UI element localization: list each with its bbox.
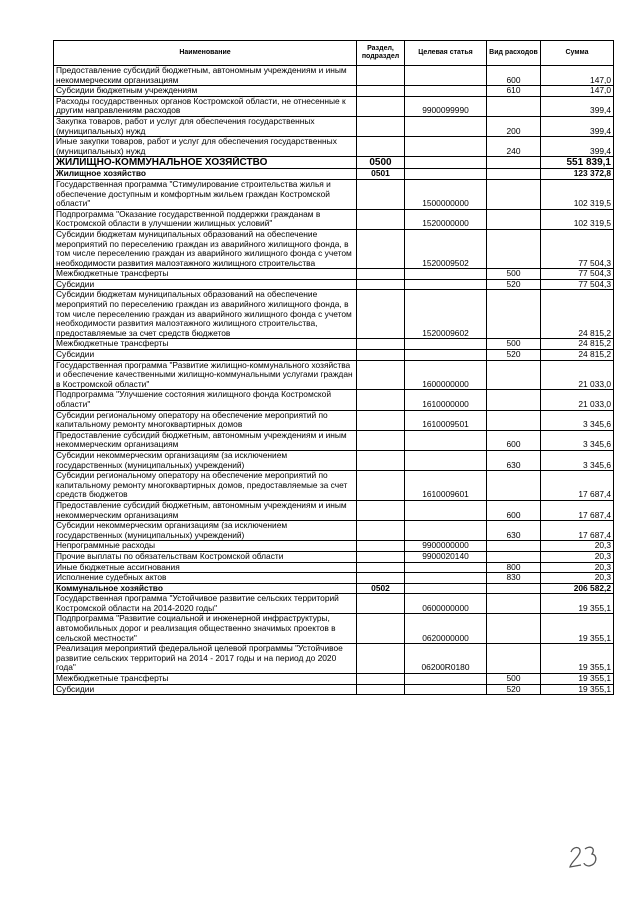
cell-section bbox=[357, 551, 405, 562]
cell-amount: 19 355,1 bbox=[541, 614, 614, 644]
cell-section bbox=[357, 290, 405, 339]
cell-amount: 20,3 bbox=[541, 562, 614, 573]
table-row bbox=[54, 279, 614, 290]
cell-name: Субсидии bbox=[54, 684, 357, 695]
cell-type bbox=[487, 96, 541, 116]
cell-name: Закупка товаров, работ и услуг для обеспечения государственных (муниципальных) нужд bbox=[54, 116, 357, 136]
cell-amount: 24 815,2 bbox=[541, 339, 614, 350]
cell-article bbox=[405, 583, 487, 594]
cell-amount: 19 355,1 bbox=[541, 684, 614, 695]
cell-amount: 20,3 bbox=[541, 551, 614, 562]
cell-section bbox=[357, 594, 405, 614]
table-body bbox=[54, 66, 614, 695]
cell-section bbox=[357, 360, 405, 390]
cell-amount: 3 345,6 bbox=[541, 450, 614, 470]
table-row bbox=[54, 137, 614, 157]
cell-article bbox=[405, 86, 487, 97]
cell-name: Государственная программа "Устойчивое развитие сельских территорий Костромской области на 2014-2020 годы" bbox=[54, 594, 357, 614]
header-amount: Сумма bbox=[541, 41, 614, 66]
table-row bbox=[54, 430, 614, 450]
cell-name: Подпрограмма "Развитие социальной и инженерной инфраструктуры, автомобильных дорог и реализация общественно значимых проектов в сельской местности" bbox=[54, 614, 357, 644]
cell-name: Непрограммные расходы bbox=[54, 541, 357, 552]
cell-article bbox=[405, 169, 487, 180]
cell-amount: 147,0 bbox=[541, 66, 614, 86]
cell-section bbox=[357, 521, 405, 541]
cell-type: 520 bbox=[487, 350, 541, 361]
cell-section bbox=[357, 86, 405, 97]
cell-section bbox=[357, 430, 405, 450]
cell-article bbox=[405, 116, 487, 136]
cell-type bbox=[487, 229, 541, 268]
cell-type: 600 bbox=[487, 66, 541, 86]
cell-type bbox=[487, 583, 541, 594]
cell-name: Субсидии бюджетам муниципальных образований на обеспечение мероприятий по переселению граждан из аварийного жилищного фонда, в том числе переселению граждан из аварийного жилищного фонда с учетом необходимости развития малоэтажного жилищного строительства bbox=[54, 229, 357, 268]
table-row bbox=[54, 179, 614, 209]
cell-amount: 17 687,4 bbox=[541, 471, 614, 501]
cell-type bbox=[487, 390, 541, 410]
cell-type: 600 bbox=[487, 430, 541, 450]
cell-name: Подпрограмма "Оказание государственной поддержки гражданам в Костромской области в улучшении жилищных условий" bbox=[54, 209, 357, 229]
cell-section bbox=[357, 541, 405, 552]
cell-section bbox=[357, 644, 405, 674]
cell-type bbox=[487, 594, 541, 614]
cell-name: Коммунальное хозяйство bbox=[54, 583, 357, 594]
cell-section bbox=[357, 137, 405, 157]
cell-type: 520 bbox=[487, 279, 541, 290]
cell-type: 630 bbox=[487, 450, 541, 470]
cell-type: 500 bbox=[487, 674, 541, 685]
cell-amount: 24 815,2 bbox=[541, 350, 614, 361]
cell-name: Субсидии региональному оператору на обеспечение мероприятий по капитальному ремонту многоквартирных домов bbox=[54, 410, 357, 430]
cell-article bbox=[405, 684, 487, 695]
cell-name: Государственная программа "Стимулирование строительства жилья и обеспечение доступным и комфортным жильем граждан Костромской области" bbox=[54, 179, 357, 209]
cell-name: Реализация мероприятий федеральной целевой программы "Устойчивое развитие сельских территорий на 2014 - 2017 годы и на период до 2020 года" bbox=[54, 644, 357, 674]
cell-name: Предоставление субсидий бюджетным, автономным учреждениям и иным некоммерческим организациям bbox=[54, 500, 357, 520]
cell-article bbox=[405, 450, 487, 470]
cell-article bbox=[405, 269, 487, 280]
cell-section bbox=[357, 450, 405, 470]
table-row bbox=[54, 684, 614, 695]
cell-amount: 21 033,0 bbox=[541, 390, 614, 410]
cell-section: 0501 bbox=[357, 169, 405, 180]
cell-section: 0500 bbox=[357, 157, 405, 169]
cell-name: Иные бюджетные ассигнования bbox=[54, 562, 357, 573]
cell-amount: 24 815,2 bbox=[541, 290, 614, 339]
cell-amount: 21 033,0 bbox=[541, 360, 614, 390]
cell-article bbox=[405, 562, 487, 573]
header-type: Вид расходов bbox=[487, 41, 541, 66]
table-row bbox=[54, 169, 614, 180]
cell-article: 9900099990 bbox=[405, 96, 487, 116]
cell-type bbox=[487, 157, 541, 169]
cell-amount: 19 355,1 bbox=[541, 674, 614, 685]
cell-type: 800 bbox=[487, 562, 541, 573]
cell-article bbox=[405, 521, 487, 541]
cell-type bbox=[487, 290, 541, 339]
cell-type: 600 bbox=[487, 500, 541, 520]
cell-article bbox=[405, 500, 487, 520]
header-section: Раздел, подраздел bbox=[357, 41, 405, 66]
table-row bbox=[54, 541, 614, 552]
cell-name: Субсидии некоммерческим организациям (за исключением государственных (муниципальных) учреждений) bbox=[54, 521, 357, 541]
cell-article bbox=[405, 66, 487, 86]
cell-type bbox=[487, 471, 541, 501]
cell-name: Межбюджетные трансферты bbox=[54, 269, 357, 280]
table-row bbox=[54, 157, 614, 169]
cell-section bbox=[357, 500, 405, 520]
cell-article: 1610000000 bbox=[405, 390, 487, 410]
cell-article bbox=[405, 339, 487, 350]
budget-table bbox=[53, 40, 614, 695]
cell-type: 500 bbox=[487, 269, 541, 280]
cell-article: 1500000000 bbox=[405, 179, 487, 209]
table-row bbox=[54, 116, 614, 136]
cell-name: Иные закупки товаров, работ и услуг для обеспечения государственных (муниципальных) нужд bbox=[54, 137, 357, 157]
cell-type: 610 bbox=[487, 86, 541, 97]
table-row bbox=[54, 450, 614, 470]
table-row bbox=[54, 521, 614, 541]
handwritten-page-number bbox=[565, 843, 605, 871]
table-row bbox=[54, 209, 614, 229]
cell-section bbox=[357, 562, 405, 573]
cell-amount: 399,4 bbox=[541, 116, 614, 136]
cell-name: Предоставление субсидий бюджетным, автономным учреждениям и иным некоммерческим организациям bbox=[54, 66, 357, 86]
cell-amount: 102 319,5 bbox=[541, 179, 614, 209]
cell-amount: 20,3 bbox=[541, 573, 614, 584]
cell-article bbox=[405, 157, 487, 169]
cell-name: Исполнение судебных актов bbox=[54, 573, 357, 584]
cell-name: Прочие выплаты по обязательствам Костромской области bbox=[54, 551, 357, 562]
cell-name: Подпрограмма "Улучшение состояния жилищного фонда Костромской области" bbox=[54, 390, 357, 410]
cell-name: Государственная программа "Развитие жилищно-коммунального хозяйства и обеспечение качественными жилищно-коммунальными услугами граждан в Костромской области" bbox=[54, 360, 357, 390]
cell-type bbox=[487, 541, 541, 552]
cell-amount: 77 504,3 bbox=[541, 269, 614, 280]
cell-type: 630 bbox=[487, 521, 541, 541]
cell-type bbox=[487, 410, 541, 430]
cell-type bbox=[487, 614, 541, 644]
header-name: Наименование bbox=[54, 41, 357, 66]
table-row bbox=[54, 583, 614, 594]
table-row bbox=[54, 674, 614, 685]
cell-article: 0620000000 bbox=[405, 614, 487, 644]
cell-article: 1520000000 bbox=[405, 209, 487, 229]
cell-amount: 399,4 bbox=[541, 96, 614, 116]
cell-name: Расходы государственных органов Костромской области, не отнесенные к другим направлениям расходов bbox=[54, 96, 357, 116]
cell-amount: 102 319,5 bbox=[541, 209, 614, 229]
cell-section: 0502 bbox=[357, 583, 405, 594]
table-row bbox=[54, 644, 614, 674]
cell-name: Межбюджетные трансферты bbox=[54, 674, 357, 685]
cell-article bbox=[405, 430, 487, 450]
cell-amount: 3 345,6 bbox=[541, 430, 614, 450]
cell-name: Субсидии бюджетным учреждениям bbox=[54, 86, 357, 97]
cell-article: 9900000000 bbox=[405, 541, 487, 552]
cell-section bbox=[357, 96, 405, 116]
cell-article: 1520009502 bbox=[405, 229, 487, 268]
cell-name: ЖИЛИЩНО-КОММУНАЛЬНОЕ ХОЗЯЙСТВО bbox=[54, 157, 357, 169]
cell-section bbox=[357, 350, 405, 361]
table-row bbox=[54, 471, 614, 501]
table-row bbox=[54, 594, 614, 614]
table-row bbox=[54, 410, 614, 430]
table-row bbox=[54, 551, 614, 562]
table-row bbox=[54, 614, 614, 644]
cell-section bbox=[357, 269, 405, 280]
cell-amount: 206 582,2 bbox=[541, 583, 614, 594]
table-row bbox=[54, 96, 614, 116]
cell-article: 06200R0180 bbox=[405, 644, 487, 674]
table-row bbox=[54, 339, 614, 350]
cell-amount: 17 687,4 bbox=[541, 521, 614, 541]
cell-name: Субсидии бюджетам муниципальных образований на обеспечение мероприятий по переселению граждан из аварийного жилищного фонда, в том числе переселению граждан из аварийного жилищного фонда с учетом необходимости развития малоэтажного жилищного строительства, предоставляемые за счет средств бюджетов bbox=[54, 290, 357, 339]
cell-type bbox=[487, 169, 541, 180]
table-row bbox=[54, 66, 614, 86]
cell-amount: 551 839,1 bbox=[541, 157, 614, 169]
cell-type bbox=[487, 360, 541, 390]
cell-type: 520 bbox=[487, 684, 541, 695]
table-row bbox=[54, 290, 614, 339]
cell-amount: 19 355,1 bbox=[541, 644, 614, 674]
header-article: Целевая статья bbox=[405, 41, 487, 66]
cell-section bbox=[357, 116, 405, 136]
cell-article bbox=[405, 279, 487, 290]
cell-type bbox=[487, 644, 541, 674]
cell-section bbox=[357, 229, 405, 268]
cell-name: Субсидии региональному оператору на обеспечение мероприятий по капитальному ремонту многоквартирных домов, предоставляемые за счет средств бюджетов bbox=[54, 471, 357, 501]
table-row bbox=[54, 350, 614, 361]
cell-article: 1600000000 bbox=[405, 360, 487, 390]
cell-type bbox=[487, 209, 541, 229]
cell-section bbox=[357, 339, 405, 350]
cell-article: 1610009501 bbox=[405, 410, 487, 430]
cell-name: Межбюджетные трансферты bbox=[54, 339, 357, 350]
cell-type bbox=[487, 551, 541, 562]
cell-section bbox=[357, 674, 405, 685]
table-row bbox=[54, 86, 614, 97]
cell-article: 1520009602 bbox=[405, 290, 487, 339]
cell-article bbox=[405, 350, 487, 361]
cell-article bbox=[405, 573, 487, 584]
table-row bbox=[54, 500, 614, 520]
cell-article: 1610009601 bbox=[405, 471, 487, 501]
cell-section bbox=[357, 390, 405, 410]
table-header-row bbox=[54, 41, 614, 66]
cell-name: Субсидии bbox=[54, 350, 357, 361]
cell-type: 500 bbox=[487, 339, 541, 350]
cell-name: Субсидии bbox=[54, 279, 357, 290]
cell-type bbox=[487, 179, 541, 209]
table-row bbox=[54, 390, 614, 410]
cell-section bbox=[357, 279, 405, 290]
cell-name: Жилищное хозяйство bbox=[54, 169, 357, 180]
table-row bbox=[54, 229, 614, 268]
cell-type: 240 bbox=[487, 137, 541, 157]
cell-section bbox=[357, 410, 405, 430]
cell-article bbox=[405, 674, 487, 685]
cell-amount: 3 345,6 bbox=[541, 410, 614, 430]
cell-amount: 17 687,4 bbox=[541, 500, 614, 520]
cell-article: 9900020140 bbox=[405, 551, 487, 562]
cell-type: 830 bbox=[487, 573, 541, 584]
cell-amount: 19 355,1 bbox=[541, 594, 614, 614]
cell-article bbox=[405, 137, 487, 157]
cell-section bbox=[357, 209, 405, 229]
cell-amount: 147,0 bbox=[541, 86, 614, 97]
cell-type: 200 bbox=[487, 116, 541, 136]
table-row bbox=[54, 562, 614, 573]
table-row bbox=[54, 269, 614, 280]
cell-article: 0600000000 bbox=[405, 594, 487, 614]
cell-amount: 77 504,3 bbox=[541, 279, 614, 290]
cell-name: Субсидии некоммерческим организациям (за исключением государственных (муниципальных) учреждений) bbox=[54, 450, 357, 470]
cell-section bbox=[357, 66, 405, 86]
cell-amount: 123 372,8 bbox=[541, 169, 614, 180]
cell-amount: 20,3 bbox=[541, 541, 614, 552]
cell-section bbox=[357, 573, 405, 584]
table-row bbox=[54, 573, 614, 584]
cell-section bbox=[357, 471, 405, 501]
cell-section bbox=[357, 614, 405, 644]
cell-name: Предоставление субсидий бюджетным, автономным учреждениям и иным некоммерческим организациям bbox=[54, 430, 357, 450]
cell-section bbox=[357, 684, 405, 695]
cell-section bbox=[357, 179, 405, 209]
cell-amount: 77 504,3 bbox=[541, 229, 614, 268]
table-row bbox=[54, 360, 614, 390]
cell-amount: 399,4 bbox=[541, 137, 614, 157]
